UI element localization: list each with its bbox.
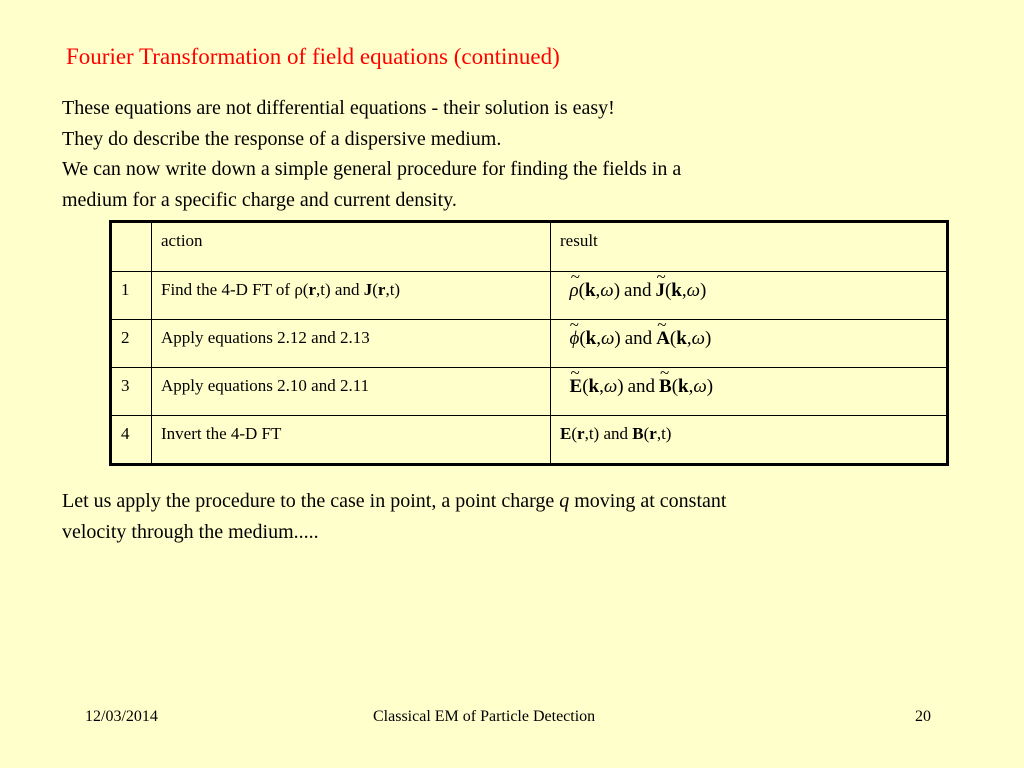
outro-text-part: moving at constant xyxy=(569,490,727,512)
footer-date: 12/03/2014 xyxy=(85,708,158,725)
outro-line-2: velocity through the medium..... xyxy=(62,520,319,543)
comma: , xyxy=(599,376,604,397)
and-word: and xyxy=(624,328,653,349)
omega: ω xyxy=(691,328,705,349)
action-text: ,t) xyxy=(385,280,401,299)
step-result xyxy=(551,416,948,465)
k-vector: k xyxy=(585,328,597,349)
page-number: 20 xyxy=(915,708,931,725)
outro-text xyxy=(62,486,962,547)
b-vector: B xyxy=(632,424,644,443)
step-result xyxy=(551,368,948,416)
procedure-table xyxy=(109,220,949,466)
step-action xyxy=(152,272,551,320)
table-row xyxy=(111,272,948,320)
outro-line-1 xyxy=(62,486,962,517)
phi-tilde: ~ ϕ xyxy=(570,328,580,350)
paren: ( xyxy=(664,280,672,301)
paren: ( xyxy=(582,376,589,397)
k-vector: k xyxy=(676,328,687,349)
comma: , xyxy=(686,328,692,349)
and-word: and xyxy=(624,280,652,301)
step-action: Apply equations 2.12 and 2.13 xyxy=(152,320,551,368)
paren: ) xyxy=(617,376,624,397)
j-vector: J xyxy=(363,280,373,299)
table-row xyxy=(111,320,948,368)
e-tilde: ~ E xyxy=(570,376,583,398)
omega: ω xyxy=(686,280,701,301)
e-vector: E xyxy=(560,424,572,443)
and-word: and xyxy=(627,376,656,397)
action-text: Find the 4-D FT of ρ( xyxy=(161,280,309,299)
result-formula xyxy=(560,328,711,349)
table-row xyxy=(111,416,948,465)
result-text: ( xyxy=(571,424,578,443)
action-text: ( xyxy=(372,280,378,299)
r-vector: r xyxy=(377,280,386,299)
step-number: 3 xyxy=(111,368,152,416)
comma: , xyxy=(595,280,601,301)
r-vector: r xyxy=(308,280,317,299)
k-vector: k xyxy=(588,376,600,397)
step-number: 1 xyxy=(111,272,152,320)
intro-line-1: These equations are not differential equations - their solution is easy! xyxy=(62,97,615,119)
comma: , xyxy=(688,376,694,397)
paren: ) xyxy=(614,328,621,349)
outro-text-part: Let us apply the procedure to the case in point, a point charge xyxy=(62,490,560,512)
omega: ω xyxy=(693,376,707,397)
step-result xyxy=(551,320,948,368)
footer-title: Classical EM of Particle Detection xyxy=(373,708,596,725)
r-vector: r xyxy=(577,424,585,443)
paren: ( xyxy=(669,328,677,349)
header-num-cell xyxy=(111,222,152,272)
result-text: ,t) and xyxy=(584,424,633,443)
result-formula xyxy=(560,280,706,301)
omega: ω xyxy=(603,376,618,397)
result-text: ,t) xyxy=(656,424,672,443)
k-vector: k xyxy=(671,280,682,301)
intro-line-2: They do describe the response of a dispersive medium. xyxy=(62,127,502,150)
step-result xyxy=(551,272,948,320)
slide-title: Fourier Transformation of field equations (continued) xyxy=(66,44,560,69)
header-action-cell: action xyxy=(152,222,551,272)
omega: ω xyxy=(600,280,614,301)
step-action: Apply equations 2.10 and 2.11 xyxy=(152,368,551,416)
table-row xyxy=(111,368,948,416)
a-tilde: ~ A xyxy=(656,328,670,350)
intro-text xyxy=(62,93,962,215)
b-tilde: ~ B xyxy=(659,376,672,398)
paren: ( xyxy=(671,376,679,397)
step-number: 2 xyxy=(111,320,152,368)
charge-symbol: q xyxy=(559,490,570,512)
paren: ) xyxy=(705,328,712,349)
table-header-row xyxy=(111,222,948,272)
r-vector: r xyxy=(649,424,657,443)
paren: ( xyxy=(578,280,585,301)
intro-line-3: We can now write down a simple general procedure for finding the fields in a xyxy=(62,158,682,180)
comma: , xyxy=(681,280,687,301)
result-formula xyxy=(560,376,713,397)
paren: ( xyxy=(579,328,586,349)
k-vector: k xyxy=(584,280,596,301)
intro-line-4: medium for a specific charge and current density. xyxy=(62,188,457,211)
result-text: ( xyxy=(643,424,650,443)
action-text: ,t) and xyxy=(316,280,364,299)
step-action: Invert the 4-D FT xyxy=(152,416,551,465)
j-tilde: ~ J xyxy=(655,280,665,302)
k-vector: k xyxy=(678,376,689,397)
comma: , xyxy=(596,328,601,349)
paren: ) xyxy=(700,280,707,301)
paren: ) xyxy=(706,376,714,397)
omega: ω xyxy=(601,328,615,349)
rho-tilde: ~ ρ xyxy=(570,280,579,302)
paren: ) xyxy=(613,280,621,301)
step-number: 4 xyxy=(111,416,152,465)
header-result-cell: result xyxy=(551,222,948,272)
